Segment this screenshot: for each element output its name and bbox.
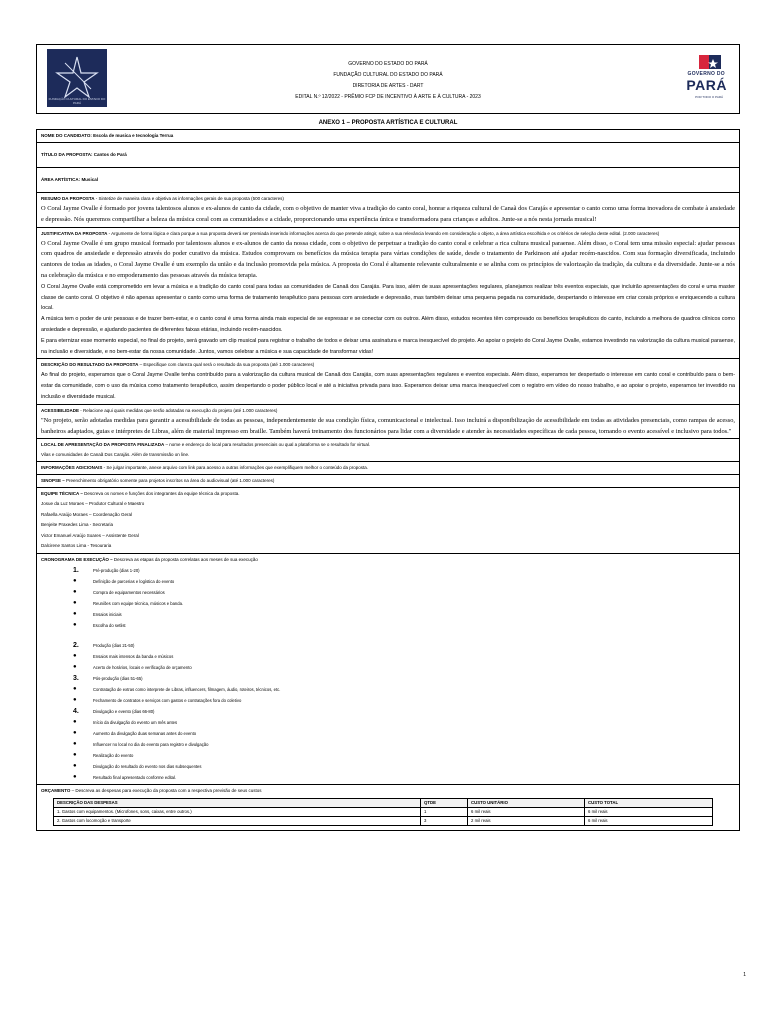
bullet-icon: ● [73, 696, 77, 703]
accessibility-text: "No projeto, serão adotadas medidas para garantir a acessibilidade de todas as pessoas, independentemente de sua condição física, comunicacional e intelectual. Isso incluirá a disponibilização de acessibilidade em todas as atividades presenciais, como rampas de acesso, banheiros adaptados, guias e intérpretes de Libras, além de material impresso em braille. Também haverá treinamento dos funcionários para lidar com a diversidade e atender às necessidades específicas de cada pessoa, tornando o evento acessível e inclusivo para todos." [41, 416, 735, 435]
expected-result-row [37, 359, 739, 404]
bullet-icon: ● [73, 577, 77, 584]
schedule-marker: 1. [73, 566, 79, 574]
additional-info-label: INFORMAÇÕES ADICIONAIS [41, 465, 103, 471]
candidate-value: Escola de musica e tecnologia Terrua [93, 133, 174, 138]
expected-result-label: DESCRIÇÃO DO RESULTADO DA PROPOSTA [41, 362, 139, 368]
fcp-logo-caption: FUNDAÇÃO CULTURAL DO ESTADO DO PARÁ [48, 97, 106, 105]
schedule-item-text: Realização do evento [93, 752, 134, 758]
schedule-row [37, 554, 739, 785]
table-row [54, 807, 713, 816]
proposal-form [36, 129, 740, 831]
accessibility-label: ACESSIBILIDADE [41, 407, 80, 413]
additional-info-row [37, 462, 739, 475]
schedule-item [73, 576, 735, 587]
table-row [54, 816, 713, 825]
budget-hint: – Descreva as despesas para execução da proposta com a respectiva previsão de seus custos [70, 787, 262, 793]
bullet-icon: ● [73, 621, 77, 628]
schedule-item [73, 706, 735, 717]
schedule-item-text: Divulgação do resultado do evento nos dias subsequentes [93, 763, 202, 769]
schedule-item-text: Produção (dias 21-50) [93, 642, 135, 648]
budget-header-total-cost: CUSTO TOTAL [585, 798, 713, 807]
bullet-icon: ● [73, 610, 77, 617]
art-area-label: ÁREA ARTÍSTICA: [41, 177, 81, 182]
bullet-icon: ● [73, 652, 77, 659]
bullet-icon: ● [73, 762, 77, 769]
candidate-row [37, 130, 739, 143]
team-member: Dalcirene Santos Lima - Tesouraria [41, 543, 112, 549]
synopsis-hint: Preenchimento obrigatório somente para projetos inscritos na área do audiovisual (até 1.000 caracteres) [64, 478, 275, 484]
budget-cell: 6 mil reais [468, 807, 585, 816]
bullet-icon: ● [73, 663, 77, 670]
team-member: Josue da Luz Moraes – Produtor Cultural e Maestro [41, 501, 145, 507]
schedule-item [73, 565, 735, 576]
accessibility-hint: - Relacione aqui quais medidas que serão adotadas na execução do projeto (até 1.000 caracteres) [79, 407, 278, 413]
schedule-item-text: Definição de parcerias e logística do evento [93, 578, 175, 584]
schedule-item [73, 587, 735, 598]
schedule-marker: 2. [73, 641, 79, 649]
candidate-label: NOME DO CANDIDATO: [41, 133, 92, 138]
schedule-item-text: Ensaios mais intensos da banda e músicos [93, 653, 174, 659]
header-line-foundation: FUNDAÇÃO CULTURAL DO ESTADO DO PARÁ [333, 72, 443, 78]
additional-info-hint: - Se julgar importante, anexe arquivo com link para acesso a outras informações que exemplifiquem melhor o conteúdo da proposta. [102, 465, 368, 471]
justification-paragraph: O Coral Jayme Ovalle é um grupo musical formado por talentosos alunos e ex-alunos de canto da nossa cidade, com o objetivo de perpetuar a tradição do canto coral e celebrar a rica cultura musical paraense. Além disso, o Coral tem uma missão especial: ajudar pessoas com quadros de ansiedade e depressão através do poder curativo da música. Estudos comprovam os benefícios da música terapia para várias condições de saúde, desde o tratamento de Parkinson até ajudar recém-nascidos. Com sua formação diversificada, incluindo cantores de todas as idades, o Coral Jayme Ovalle é um exemplo da união e da inclusão promovida pela música. A proposta do Coral é altamente relevante culturalmente e se alinha com os princípios de valorização da tradição, da cultura e da diversidade. Junte-se a nós na celebração da música e no empoderamento das pessoas através da música terapia. [41, 239, 735, 279]
schedule-item [73, 684, 735, 695]
location-text: Vilas e comunidades de Canaã Dos Carajás. Além de transmissão on line. [41, 452, 190, 458]
synopsis-row [37, 475, 739, 488]
schedule-item [73, 651, 735, 662]
schedule-hint: Descreva as etapas da proposta correlatas aos meses de sua execução [112, 556, 258, 562]
document-header [36, 44, 740, 114]
bullet-icon: ● [73, 740, 77, 747]
bullet-icon: ● [73, 685, 77, 692]
page-number: 1 [743, 972, 746, 978]
schedule-marker: 3. [73, 674, 79, 682]
schedule-item [73, 598, 735, 609]
bullet-icon: ● [73, 729, 77, 736]
budget-cell: 1. Gastos com equipamentos. (Microfones, sons, caixas, entre outros.) [54, 807, 421, 816]
schedule-item-text: Fechamento de contratos e serviços com gastos e contratações fora do coletivo [93, 697, 242, 703]
justification-label: JUSTIFICATIVA DA PROPOSTA [41, 230, 108, 236]
title-row [37, 143, 739, 168]
synopsis-label: SINOPSE – [41, 478, 65, 484]
proposal-title-label: TÍTULO DA PROPOSTA: [41, 152, 93, 157]
justification-paragraph: E para eternizar esse momento especial, no final do projeto, será gravado um clip musical para registrar o trabalho de todos e deixar uma assinatura e marca inesquecível do projeto. Ao apoiar o projeto do Coral Jayme Ovalle, estamos investindo na valorização da cultura musical paraense, na inclusão e diversidade, e no bem-estar da nossa comunidade. Juntos, vamos celebrar a música e sua capacidade de transformar vidas! [41, 337, 735, 355]
schedule-item-text: Reuniões com equipe técnica, músicos e banda. [93, 600, 184, 606]
schedule-item-text: Pós-produção (dias 51-65) [93, 675, 143, 681]
schedule-item [73, 609, 735, 620]
bullet-icon: ● [73, 773, 77, 780]
schedule-list [41, 565, 735, 783]
summary-hint: - Sintetize de maneira clara e objetiva as informações gerais de sua proposta (500 caracteres) [94, 196, 284, 201]
budget-cell: 6 mil reais [585, 816, 713, 825]
para-logo-gov-text: GOVERNO DO [687, 71, 725, 77]
schedule-item [73, 717, 735, 728]
budget-cell: 2. Gastos com locomoção e transporte [54, 816, 421, 825]
budget-cell: 3 [421, 816, 468, 825]
schedule-item [73, 761, 735, 772]
art-area-row [37, 168, 739, 193]
schedule-item-text: Início da divulgação do evento um mês antes [93, 719, 178, 725]
document-page [36, 44, 740, 831]
schedule-item [73, 772, 735, 783]
schedule-item [73, 673, 735, 684]
art-area-value: Musical [81, 177, 98, 182]
team-label: EQUIPE TÉCNICA – [41, 491, 83, 497]
justification-hint: - Argumente de forma lógica e clara porque a sua proposta deverá ser premiada inserindo informações acerca do que pretende atingir, sobre a sua relevância levando em consideração o objeto, a área artística escolhida e os critérios de seleção deste edital. (2.000 caracteres) [107, 230, 660, 236]
justification-paragraph: O Coral Jayme Ovalle está comprometido em levar a música e a tradição do canto coral para todas as comunidades de Canaã dos Carajás. Para isso, além de suas apresentações regulares, planejamos realizar três eventos especiais, que incluirão apresentações do coral e uma master classe de canto coral. O objetivo é não apenas apresentar o canto como uma forma de tratamento terapêutico para pessoas com ansiedade e depressão, mas também deixar uma pequena pegada na comunidade, despertando o interesse em criar corais próprios e enriquecendo a cultura local. [41, 283, 735, 312]
schedule-item-text: Escolha do setlist [93, 622, 126, 628]
bullet-icon: ● [73, 718, 77, 725]
header-line-directorate: DIRETORIA DE ARTES - DART [352, 83, 424, 89]
annex-title: ANEXO 1 – PROPOSTA ARTÍSTICA E CULTURAL [318, 120, 458, 126]
header-line-edict: EDITAL N.º 12/2022 - PRÊMIO FCP DE INCENTIVO À ARTE E À CULTURA - 2023 [295, 94, 481, 100]
team-hint: Descreva os nomes e funções dos integrantes da equipe técnica da proposta. [82, 491, 240, 497]
schedule-item [73, 750, 735, 761]
schedule-item [73, 728, 735, 739]
schedule-item-text: Resultado final apresentado conforme edital. [93, 774, 177, 780]
budget-table [53, 798, 713, 826]
budget-header-description: DESCRIÇÃO DAS DESPESAS [54, 798, 421, 807]
summary-text: O Coral Jayme Ovalle é formado por jovens talentosos alunos e ex-alunos de canto da cidade, com o objetivo de manter viva a tradição do canto coral, honrar a riqueza cultural de Canaã dos Carajás e apresentar o canto como uma forma inovadora de combate à ansiedade e depressão. Nós queremos compartilhar a beleza da música coral com as comunidades e a cidade, proporcionando uma experiência única e transformadora para crianças e adultos. Junte-se a nós nesta jornada musical! [41, 205, 735, 223]
team-member: Benjeite Praxedes Lima - Secretaria [41, 522, 114, 528]
accessibility-row [37, 405, 739, 440]
bullet-icon: ● [73, 599, 77, 606]
budget-row [37, 785, 739, 830]
budget-cell: 1 [421, 807, 468, 816]
team-row [37, 488, 739, 554]
proposal-title-value: Cantos do Pará [93, 152, 127, 157]
schedule-item [73, 739, 735, 750]
budget-label: ORÇAMENTO [41, 787, 71, 793]
schedule-item [73, 662, 735, 673]
schedule-marker: 4. [73, 707, 79, 715]
schedule-label: CRONOGRAMA DE EXECUÇÃO – [41, 556, 113, 562]
schedule-item-text: Divulgação e evento (dias 66-80) [93, 708, 155, 714]
team-member: Victor Emanuel Araújo Soares – Assistente Geral [41, 532, 139, 538]
schedule-item [73, 695, 735, 706]
header-line-government: GOVERNO DO ESTADO DO PARÁ [348, 61, 428, 67]
team-member: Rafaella Araújo Moraes – Coordenação Geral [41, 511, 133, 517]
schedule-item [73, 620, 735, 631]
para-logo-name: PARÁ [686, 77, 727, 93]
schedule-item-text: Ensaios iniciais [93, 611, 122, 617]
schedule-item-text: Influencer no local no dia do evento para registro e divulgação [93, 741, 209, 747]
summary-label: RESUMO DA PROPOSTA [41, 196, 95, 201]
summary-row [37, 193, 739, 228]
schedule-item-text: Compra de equipamentos necessários [93, 589, 165, 595]
para-logo-slogan: POR TODO O PARÁ [695, 95, 723, 99]
location-label: LOCAL DE APRESENTAÇÃO DA PROPOSTA FINALIZADA [41, 442, 165, 448]
location-hint: – nome e endereço do local para resultados presenciais ou qual a plataforma se o resultado for virtual. [164, 442, 371, 448]
justification-row [37, 228, 739, 360]
justification-paragraph: A música tem o poder de unir pessoas e de trazer bem-estar, e o canto coral é uma forma ainda mais especial de se expressar e se conectar com os outros. Além disso, estudos recentes têm comprovado os benefícios terapêuticos do canto, incluindo a melhora de quadros clínicos como ansiedade e depressão, e ajudando pacientes de diferentes faixas etárias, incluindo recém-nascidos. [41, 316, 735, 333]
schedule-item-text: Pré-produção (dias 1-20) [93, 567, 140, 573]
budget-header-unit-cost: CUSTO UNITÁRIO [468, 798, 585, 807]
schedule-item-text: Acerto de horários, locais e verificação de orçamento [93, 664, 192, 670]
para-government-logo [669, 53, 727, 103]
expected-result-text: Ao final do projeto, esperamos que o Coral Jayme Ovalle tenha contribuído para a valorização da cultura musical de Canaã dos Carajás, com suas apresentações regulares e eventos especiais. Além disso, esperamos ter despertado o interesse em canto coral e contribuído para o bem-estar da comunidade, com o uso da música como tratamento terapêutico, assim despertando o poder público local e até a iniciativa privada para isso. Esperamos deixar uma marca inesquecível com o registro em vídeo do nosso trabalho, e ao apoiar o projeto, esperamos ter investido na inclusão e diversidade musical. [41, 372, 735, 400]
header-text [37, 59, 739, 103]
budget-cell: 6 mil reais [585, 807, 713, 816]
bullet-icon: ● [73, 588, 77, 595]
schedule-item-text: Aumento da divulgação duas semanas antes do evento [93, 730, 197, 736]
schedule-item-text: Contratação de extras como interprete de Libras, influencers, filmagem, áudio, roteiros, técnicos, etc. [93, 686, 281, 692]
budget-cell: 2 mil reais [468, 816, 585, 825]
location-row [37, 439, 739, 462]
expected-result-hint: – Especifique com clareza qual será o resultado da sua proposta (até 1.000 caracteres) [138, 362, 315, 368]
budget-header-row [54, 798, 713, 807]
schedule-item [73, 640, 735, 651]
bullet-icon: ● [73, 751, 77, 758]
budget-header-qty: QTDE [421, 798, 468, 807]
